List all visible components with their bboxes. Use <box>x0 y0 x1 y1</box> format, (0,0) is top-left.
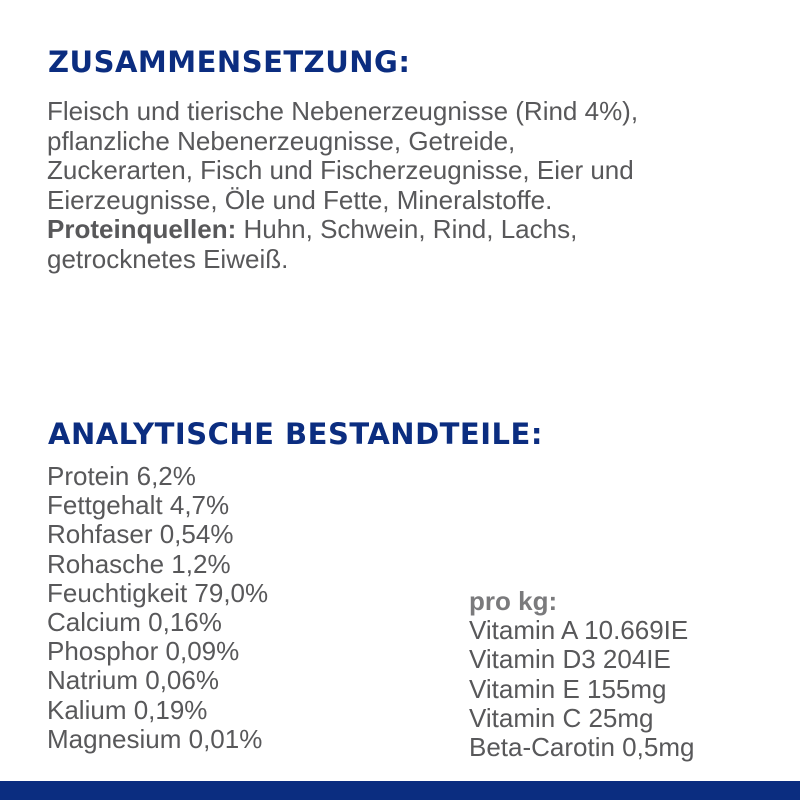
analytical-item: Protein 6,2% <box>47 461 196 491</box>
analytical-item: Phosphor 0,09% <box>47 636 240 667</box>
vitamin-item: Vitamin D3 204IE <box>469 644 671 675</box>
vitamin-item: Beta-Carotin 0,5mg <box>469 732 695 763</box>
analytical-item: Fettgehalt 4,7% <box>47 490 230 521</box>
bottom-bar <box>0 781 800 800</box>
analytical-item: Kalium 0,19% <box>47 694 208 725</box>
analytical-item: Magnesium 0,01% <box>47 723 263 754</box>
composition-heading: ZUSAMMENSETZUNG: <box>48 45 411 79</box>
vitamin-item: Vitamin A 10.669IE <box>469 615 689 646</box>
analytical-item: Rohasche 1,2% <box>47 548 231 579</box>
protein-sources <box>47 215 787 245</box>
analytical-item: Calcium 0,16% <box>47 607 222 638</box>
composition-text <box>47 97 787 274</box>
analytical-item: Feuchtigkeit 79,0% <box>47 577 269 608</box>
vitamins-list <box>469 616 694 762</box>
vitamins-section <box>469 587 694 762</box>
analytical-item: Rohfaser 0,54% <box>47 519 234 550</box>
vitamin-item: Vitamin E 155mg <box>469 673 667 704</box>
composition-line: Fleisch und tierische Nebenerzeugnisse (Rind 4%), <box>47 96 639 126</box>
protein-sources-text: Huhn, Schwein, Rind, Lachs, <box>236 214 578 244</box>
protein-sources-label: Proteinquellen: <box>47 214 237 244</box>
vitamin-item: Vitamin C 25mg <box>469 702 654 733</box>
composition-line: Eierzeugnisse, Öle und Fette, Mineralstoffe. <box>47 184 553 215</box>
analytical-item: Natrium 0,06% <box>47 665 219 696</box>
analytical-list <box>47 462 268 754</box>
analytical-heading: ANALYTISCHE BESTANDTEILE: <box>48 417 543 451</box>
protein-sources-continued: getrocknetes Eiweiß. <box>47 243 289 274</box>
composition-line: pflanzliche Nebenerzeugnisse, Getreide, <box>47 125 516 156</box>
per-kg-label: pro kg: <box>469 586 558 616</box>
composition-line: Zuckerarten, Fisch und Fischerzeugnisse, Eier und <box>47 155 634 185</box>
